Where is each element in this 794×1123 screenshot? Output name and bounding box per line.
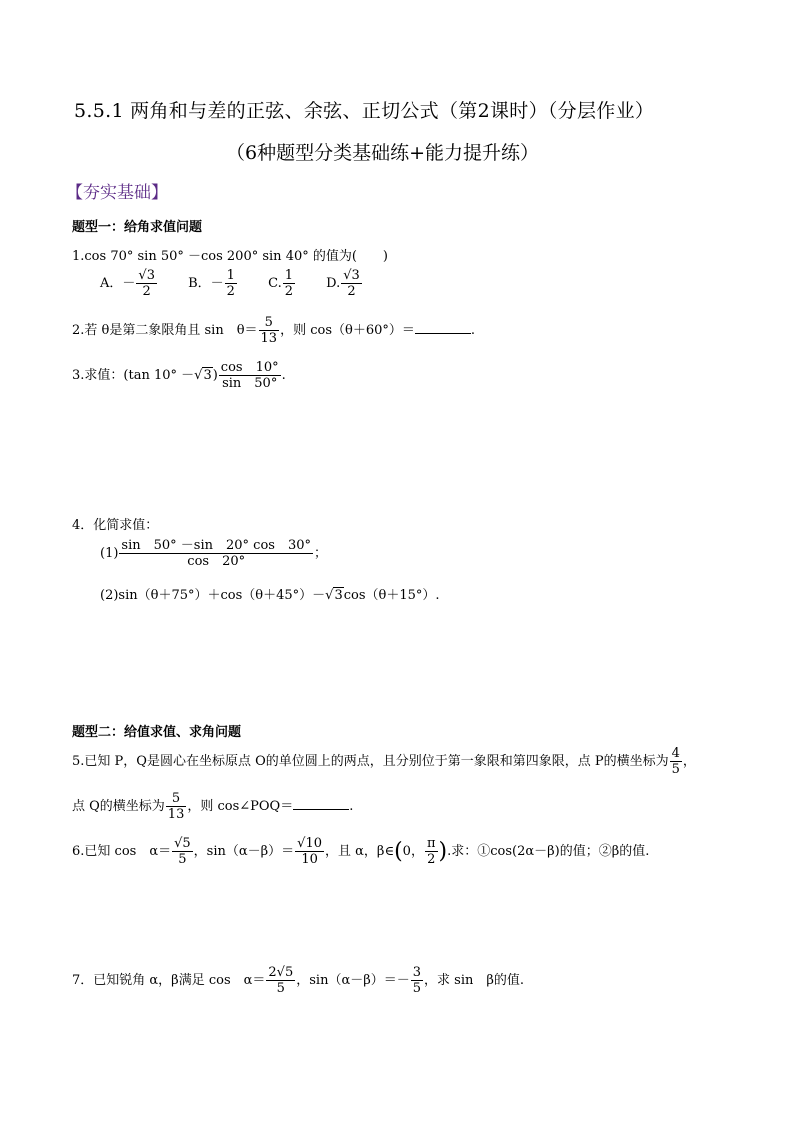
question-2: 2.若 θ是第二象限角且 sin θ＝ $\frac{5}{13}$ ，则 cos（θ＋60°）＝ . bbox=[72, 315, 475, 346]
question-4-part-2: (2)sin（θ＋75°）＋cos（θ＋45°）－√3cos（θ＋15°）. bbox=[100, 588, 440, 603]
option-d: D. $\frac{√3}{2}$ bbox=[326, 268, 360, 299]
question-1-options bbox=[100, 268, 389, 299]
question-4-stem: 4．化简求值： bbox=[72, 518, 159, 533]
page-subtitle: （6种题型分类基础练+能力提升练） bbox=[226, 142, 540, 164]
question-3: 3.求值：(tan 10° －√3) $\frac{\cos 10^\circ}{\sin 50^\circ}$ . bbox=[72, 360, 286, 391]
question-5-line-2: 点 Q的横坐标为 $\frac{5}{13}$ ，则 cos∠POQ＝ . bbox=[72, 791, 354, 822]
question-6: 6.已知 cos α＝ $\frac{√5}{5}$ ，sin（α－β）＝ $\frac{√10}{10}$ ，且 α，β∈(0， $\frac{\pi}{2}$ ).求：①cos(2α－β)的值；②β的值. bbox=[72, 836, 650, 867]
answer-blank[interactable] bbox=[415, 321, 471, 334]
option-b: B．－ $\frac{1}{2}$ bbox=[188, 268, 235, 299]
page-title: 5.5.1 两角和与差的正弦、余弦、正切公式（第2课时）（分层作业） bbox=[74, 100, 655, 122]
option-a: A．－ $\frac{√3}{2}$ bbox=[100, 268, 155, 299]
question-4-part-1: (1) $\frac{\sin 50^\circ -\sin 20^\circ \cos 30^\circ}{\cos 20^\circ}$ ； bbox=[100, 538, 328, 569]
question-type-1: 题型一：给角求值问题 bbox=[72, 220, 203, 235]
answer-blank[interactable] bbox=[293, 797, 349, 810]
question-5-line-1: 5.已知 P，Q是圆心在坐标原点 O的单位圆上的两点，且分别位于第一象限和第四象限，点 P的横坐标为 $\frac{4}{5}$ ， bbox=[72, 746, 696, 777]
question-1-stem: 1.cos 70° sin 50° －cos 200° sin 40° 的值为( ) bbox=[72, 249, 389, 264]
question-type-2: 题型二：给值求值、求角问题 bbox=[72, 725, 242, 740]
option-c: C. $\frac{1}{2}$ bbox=[268, 268, 293, 299]
section-heading: 【夯实基础】 bbox=[66, 183, 168, 203]
question-7: 7．已知锐角 α，β满足 cos α＝ $\frac{2√5}{5}$ ，sin（α－β）＝－ $\frac{3}{5}$ ，求 sin β的值. bbox=[72, 965, 525, 996]
